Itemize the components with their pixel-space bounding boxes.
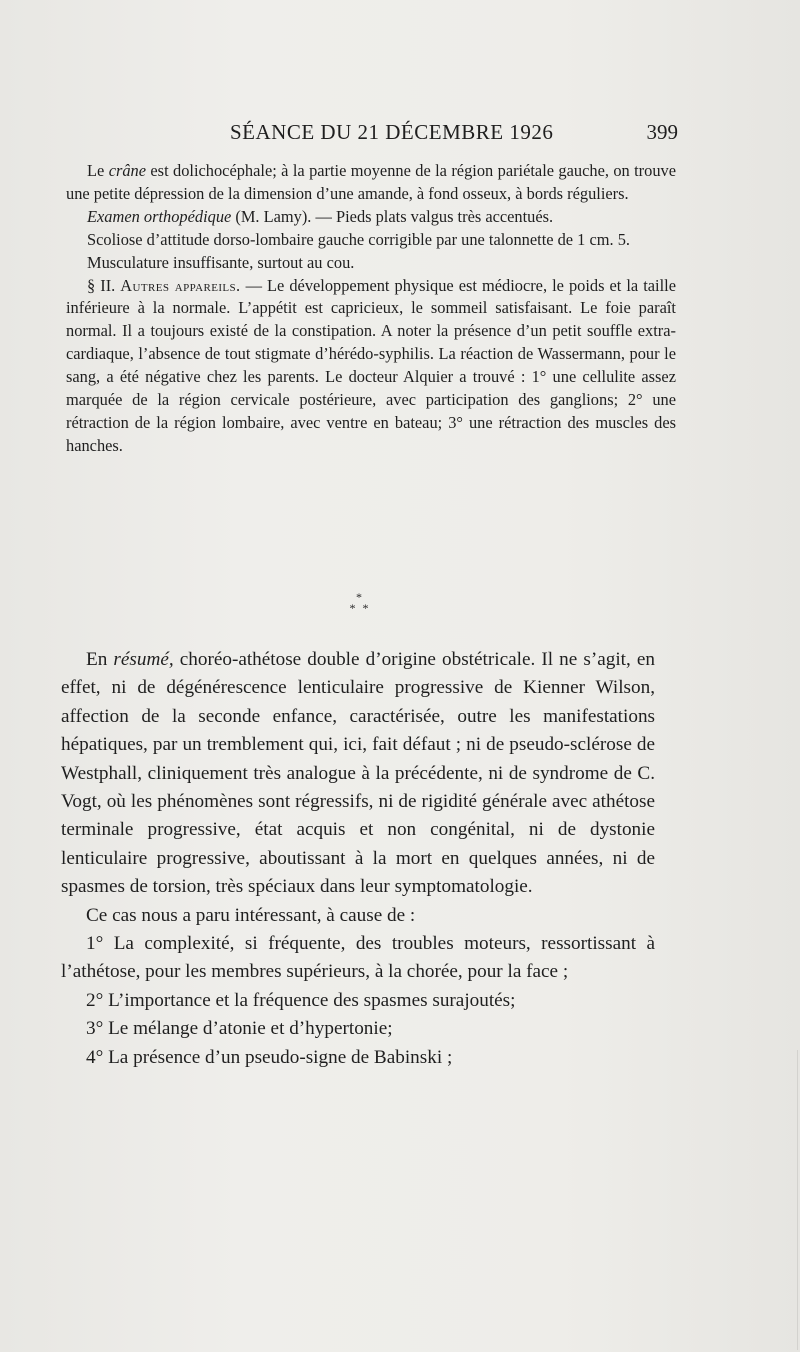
list-item-2: 2° L’importance et la fréquence des spasmes surajoutés; — [86, 989, 516, 1011]
section-heading-autres-appareils: Autres appareils. — [120, 275, 241, 295]
running-head: SÉANCE DU 21 DÉCEMBRE 1926 — [230, 120, 554, 144]
paragraph-other-systems: § II. Autres appareils. — Le développement physique est médiocre, le poids et la taille inférieure à la normale. L’appétit est capricieux, le sommeil satisfaisant. Le foie paraît normal. Il a toujours existé de la constipation. A noter la présence d’un petit souffle extra-cardiaque, l’absence de tout stigmate d’hérédo-syphilis. La réaction de Wassermann, pour le sang, a été négative chez les parents. Le docteur Alquier a trouvé : 1° une cellulite assez marquée de la région cervicale postérieure, avec participation des ganglions; 2° une rétraction de la région lombaire, avec ventre en bateau; 3° une rétraction des muscles des hanches. — [66, 275, 676, 455]
paragraph-summary: En résumé, choréo-athétose double d’origine obstétricale. Il ne s’agit, en effet, ni de dégénérescence lenticulaire progressive de Kienner Wilson, affection de la seconde enfance, caractérisée, outre les manifestations hépatiques, par un tremblement qui, ici, fait défaut ; ni de pseudo-sclérose de Westphall, cliniquement très analogue à la précédente, ni de syndrome de C. Vogt, où les phénomènes sont régressifs, ni de rigidité générale avec athétose terminale progressive, état acquis et non congénital, ni de dystonie lenticulaire progressive, aboutissant à la mort en quelques années, ni de spasmes de torsion, très spéciaux dans leur symptomatologie. — [61, 649, 655, 898]
paragraph-scoliosis: Scoliose d’attitude dorso-lombaire gauche corrigible par une talonnette de 1 cm. 5. — [87, 229, 630, 249]
paragraph-skull: Le crâne est dolichocéphale; à la partie moyenne de la région pariétale gauche, on trouve une petite dépression de la dimension d’une amande, à fond osseux, à bords réguliers. — [66, 161, 676, 203]
emphasis-resume: résumé, — [113, 649, 174, 670]
list-item-3: 3° Le mélange d’atonie et d’hypertonie; — [86, 1018, 393, 1040]
list-item-4: 4° La présence d’un pseudo-signe de Babinski ; — [86, 1046, 453, 1068]
page-number: 399 — [646, 120, 678, 144]
case-details-text — [66, 160, 676, 458]
asterism-divider: * * * — [349, 590, 371, 615]
paragraph-musculature: Musculature insuffisante, surtout au cou. — [87, 252, 355, 272]
paragraph-interest: Ce cas nous a paru intéressant, à cause de : — [86, 904, 416, 926]
emphasis-crane: crâne — [108, 161, 147, 180]
emphasis-examen-orthopedique: Examen orthopédique — [87, 206, 232, 226]
summary-text — [61, 646, 655, 1072]
page-header — [66, 120, 678, 150]
paragraph-orthopedic-exam: Examen orthopédique (M. Lamy). — Pieds plats valgus très accentués. — [87, 206, 554, 226]
list-item-1: 1° La complexité, si fréquente, des troubles moteurs, ressortissant à l’athétose, pour les membres supérieurs, à la chorée, pour la face ; — [61, 933, 655, 983]
page-edge-shadow — [797, 1050, 798, 1350]
